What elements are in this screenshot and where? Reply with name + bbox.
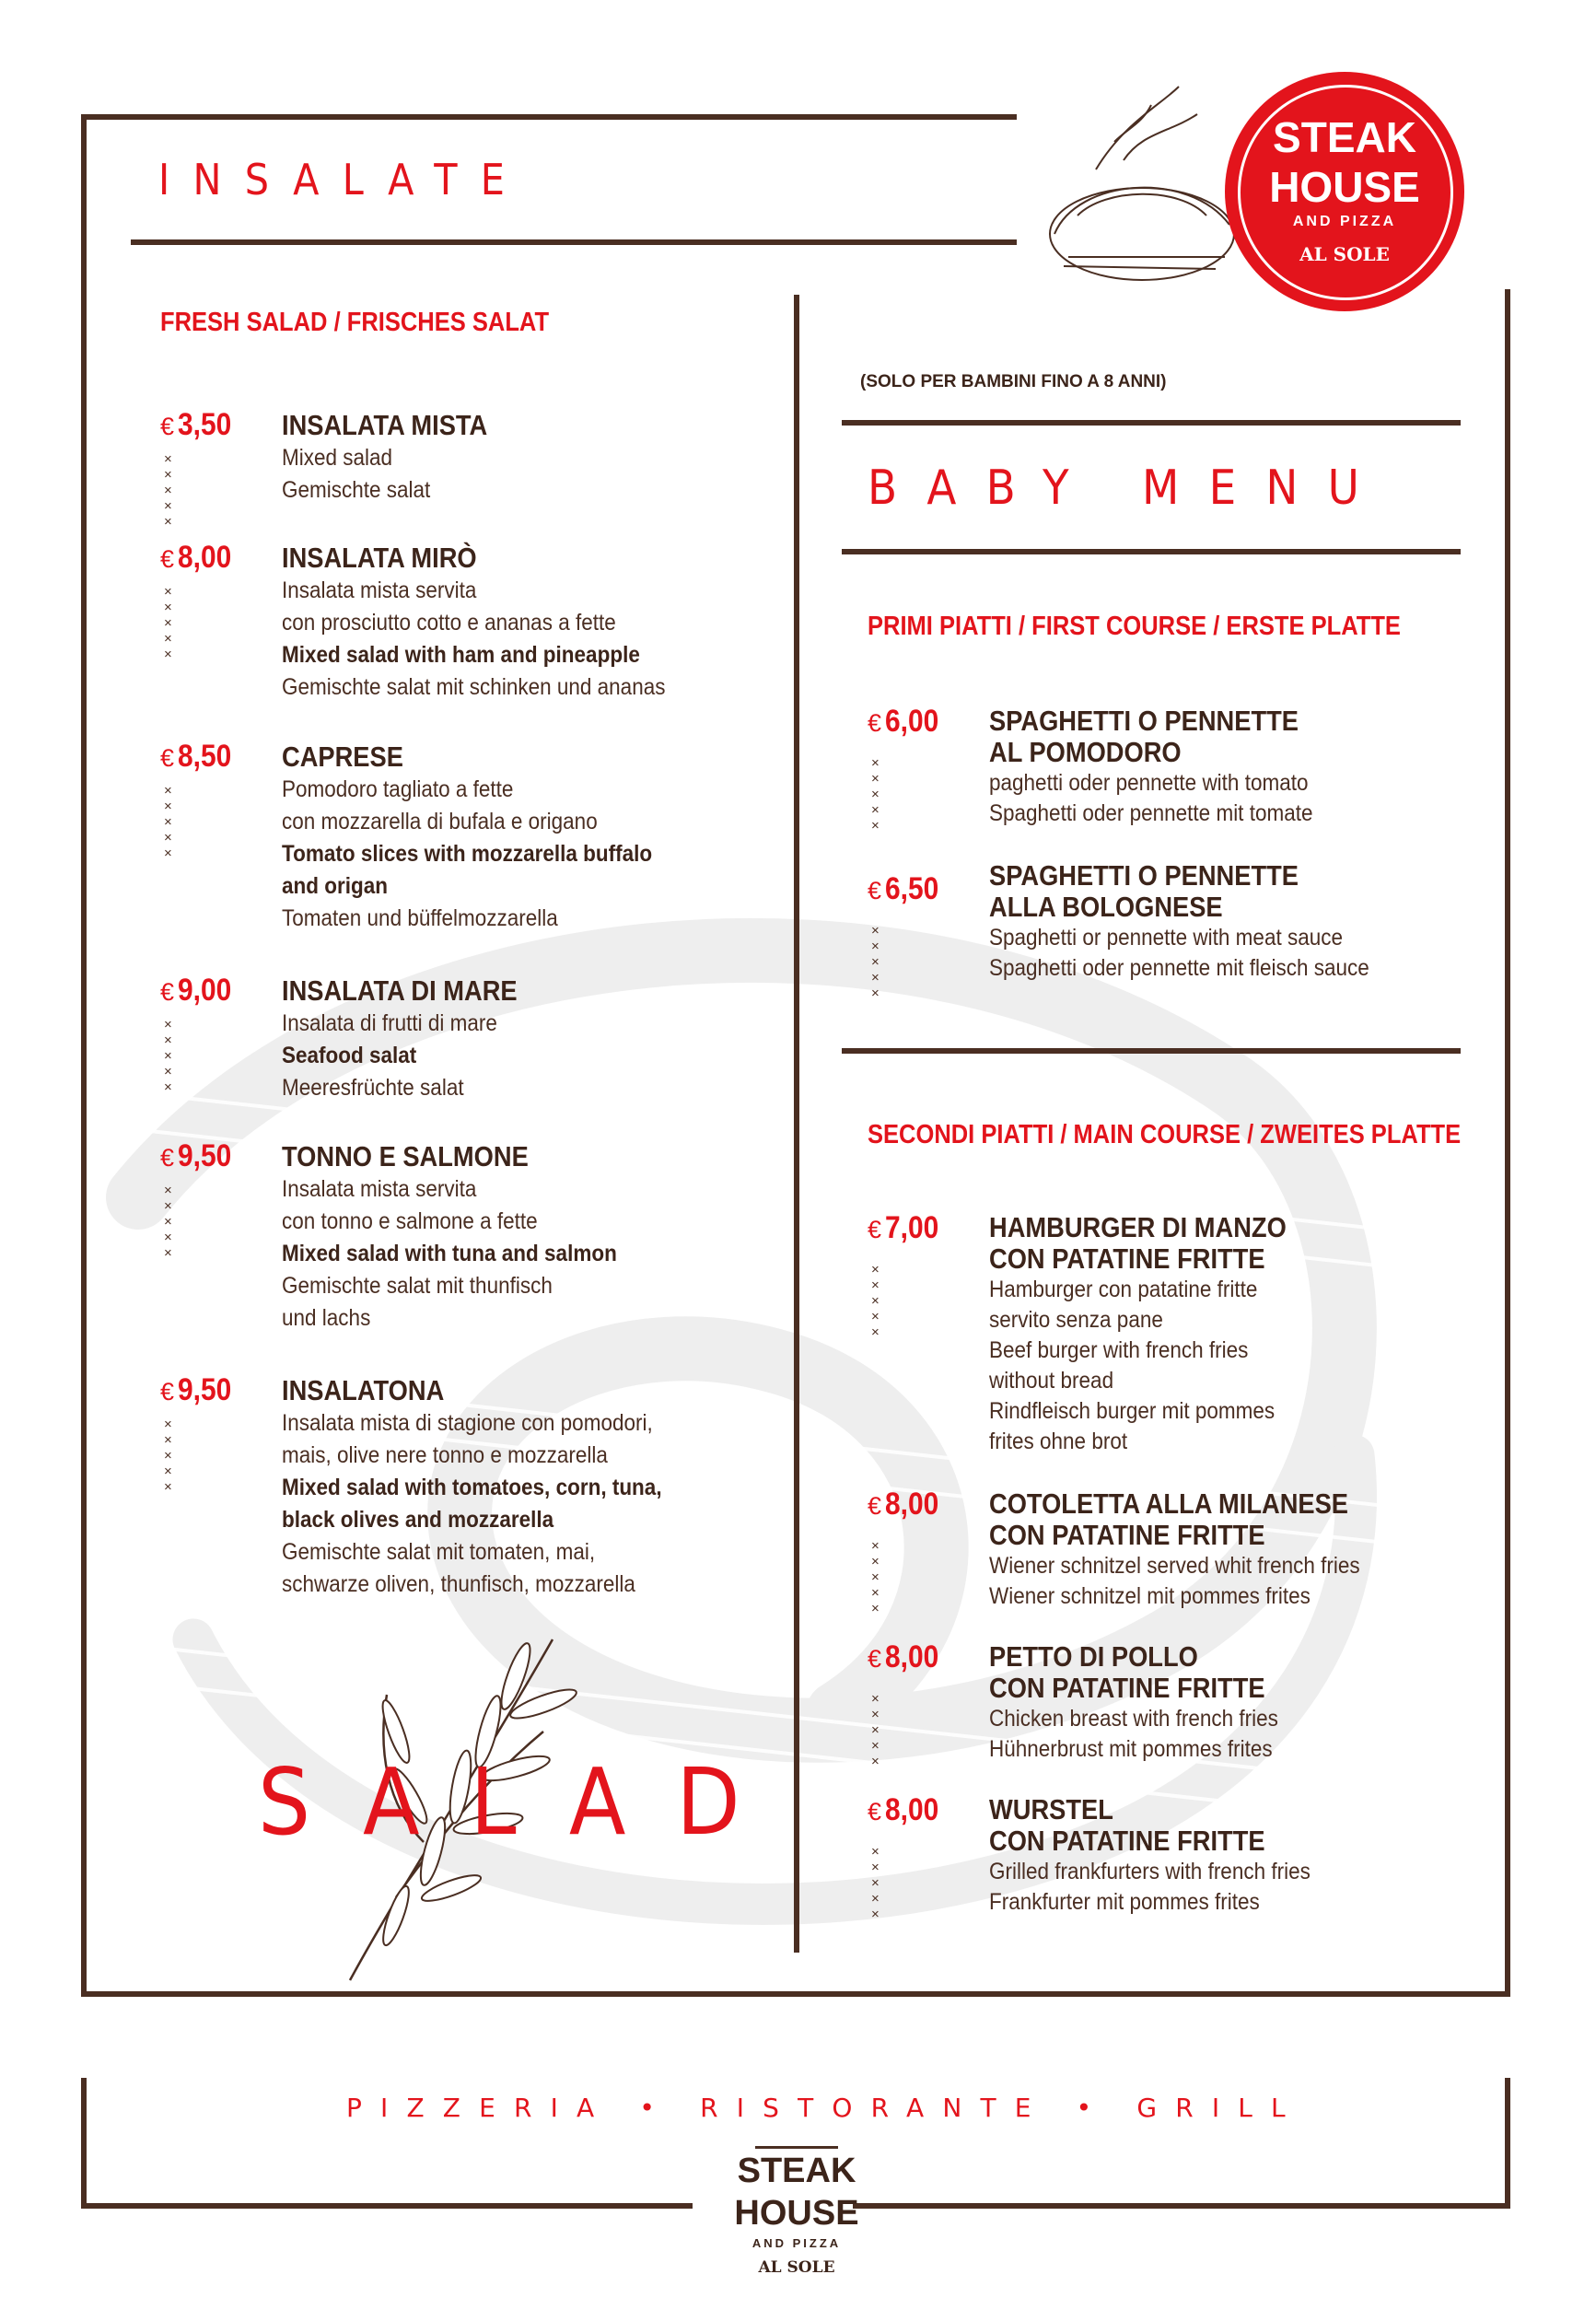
item-price: € 8,50	[160, 739, 232, 774]
item-desc: mais, olive nere tonno e mozzarella	[282, 1442, 608, 1468]
item-name-line2: CON PATATINE FRITTE	[989, 1242, 1265, 1275]
item-name-line2: AL POMODORO	[989, 736, 1182, 768]
frame-bottom-line	[81, 1991, 1510, 1997]
item-desc: and origan	[282, 873, 389, 899]
item-desc: con mozzarella di bufala e origano	[282, 809, 598, 834]
item-marks: × × × × ×	[164, 584, 179, 662]
item-name: CAPRESE	[282, 741, 403, 773]
item-desc: Seafood salat	[282, 1043, 417, 1068]
item-marks: × × × × ×	[871, 923, 886, 1001]
item-name-line2: ALLA BOLOGNESE	[989, 891, 1223, 923]
item-marks: × × × × ×	[164, 451, 179, 530]
item-desc: Tomaten und büffelmozzarella	[282, 905, 558, 931]
item-desc: Spaghetti or pennette with meat sauce	[989, 925, 1344, 951]
item-desc: Pomodoro tagliato a fette	[282, 776, 514, 802]
item-desc: Hühnerbrust mit pommes frites	[989, 1736, 1273, 1762]
fresh-salad-category: FRESH SALAD / FRISCHES SALAT	[160, 308, 550, 337]
footer-logo-line-al-sole: AL SOLE	[758, 2258, 835, 2277]
item-desc: Insalata mista di stagione con pomodori,	[282, 1410, 653, 1436]
item-desc: Tomato slices with mozzarella buffalo	[282, 841, 653, 867]
item-price: € 7,00	[868, 1210, 939, 1245]
item-name: COTOLETTA ALLA MILANESE	[989, 1487, 1348, 1520]
item-desc: Mixed salad with tomatoes, corn, tuna,	[282, 1475, 662, 1500]
item-name: TONNO E SALMONE	[282, 1140, 529, 1172]
bread-illustration	[1041, 77, 1243, 298]
item-marks: × × × × ×	[164, 1017, 179, 1095]
salad-decor-word: SALAD	[258, 1748, 791, 1856]
course-divider-line	[842, 1048, 1461, 1054]
item-desc: Grilled frankfurters with french fries	[989, 1859, 1311, 1884]
item-desc: Gemischte salat mit tomaten, mai,	[282, 1539, 596, 1565]
item-name: INSALATA DI MARE	[282, 974, 518, 1007]
item-name: SPAGHETTI O PENNETTE	[989, 705, 1299, 737]
logo-line-and-pizza: AND PIZZA	[1292, 214, 1397, 229]
steak-house-logo	[1225, 72, 1464, 311]
item-desc: schwarze oliven, thunfisch, mozzarella	[282, 1571, 635, 1597]
item-desc: Spaghetti oder pennette mit fleisch sauce	[989, 955, 1369, 981]
item-desc: con tonno e salmone a fette	[282, 1208, 538, 1234]
item-desc: Gemischte salat mit schinken und ananas	[282, 674, 666, 700]
footer-logo	[728, 2142, 866, 2308]
footer-logo-bar	[755, 2146, 838, 2149]
item-price: € 8,00	[868, 1639, 939, 1674]
footer-logo-line-steak: STEAK	[737, 2152, 856, 2190]
item-marks: × × × × ×	[871, 755, 886, 834]
item-desc: und lachs	[282, 1305, 371, 1331]
item-marks: × × × × ×	[871, 1538, 886, 1616]
item-price: € 6,00	[868, 704, 939, 739]
logo-line-house: HOUSE	[1269, 163, 1420, 211]
item-price: € 6,50	[868, 871, 939, 906]
item-desc: Mixed salad	[282, 445, 393, 471]
item-desc: Wiener schnitzel mit pommes frites	[989, 1583, 1311, 1609]
item-desc: frites ohne brot	[989, 1429, 1128, 1454]
item-price: € 9,50	[160, 1372, 232, 1407]
item-price: € 8,00	[868, 1792, 939, 1827]
item-name: PETTO DI POLLO	[989, 1640, 1198, 1673]
item-desc: con prosciutto cotto e ananas a fette	[282, 610, 616, 636]
item-price: € 8,00	[868, 1487, 939, 1522]
footer-left-bracket	[81, 2078, 87, 2209]
item-desc: paghetti oder pennette with tomato	[989, 770, 1309, 796]
footer-bottom-line-left	[81, 2203, 693, 2209]
logo-line-steak: STEAK	[1273, 113, 1416, 161]
item-name: INSALATONA	[282, 1374, 445, 1406]
item-desc: black olives and mozzarella	[282, 1507, 554, 1533]
item-marks: × × × × ×	[871, 1262, 886, 1340]
footer-logo-line-house: HOUSE	[734, 2194, 859, 2233]
item-price: € 9,50	[160, 1138, 232, 1173]
item-desc: Insalata mista servita	[282, 1176, 477, 1202]
item-desc: Gemischte salat	[282, 477, 431, 503]
item-marks: × × × × ×	[164, 783, 179, 861]
item-marks: × × × × ×	[871, 1691, 886, 1769]
baby-menu-title: BABY MENU	[868, 461, 1390, 516]
item-name: INSALATA MIRÒ	[282, 542, 477, 574]
baby-menu-bottom-line	[842, 549, 1461, 554]
baby-menu-top-line	[842, 420, 1461, 426]
item-marks: × × × × ×	[164, 1417, 179, 1495]
item-marks: × × × × ×	[164, 1183, 179, 1261]
item-desc: Chicken breast with french fries	[989, 1706, 1278, 1732]
item-name: SPAGHETTI O PENNETTE	[989, 859, 1299, 892]
item-name: HAMBURGER DI MANZO	[989, 1211, 1287, 1243]
item-desc: Spaghetti oder pennette mit tomate	[989, 800, 1313, 826]
item-desc: Beef burger with french fries	[989, 1337, 1249, 1363]
item-price: € 8,00	[160, 540, 232, 575]
item-name: INSALATA MISTA	[282, 409, 488, 441]
item-name-line2: CON PATATINE FRITTE	[989, 1672, 1265, 1704]
item-desc: Insalata mista servita	[282, 577, 477, 603]
children-note: (SOLO PER BAMBINI FINO A 8 ANNI)	[860, 372, 1167, 391]
item-desc: servito senza pane	[989, 1307, 1163, 1333]
item-desc: Wiener schnitzel served whit french fries	[989, 1553, 1360, 1579]
first-course-category: PRIMI PIATTI / FIRST COURSE / ERSTE PLATTE	[868, 612, 1401, 641]
footer-right-bracket	[1505, 2078, 1510, 2209]
item-desc: Meeresfrüchte salat	[282, 1075, 464, 1101]
item-desc: without bread	[989, 1368, 1114, 1394]
frame-top-line	[81, 114, 1017, 120]
item-desc: Mixed salad with ham and pineapple	[282, 642, 640, 668]
column-divider	[794, 295, 799, 1953]
item-desc: Gemischte salat mit thunfisch	[282, 1273, 553, 1299]
item-price: € 3,50	[160, 407, 232, 442]
insalate-underline	[131, 239, 1017, 245]
insalate-title: INSALATE	[158, 155, 529, 204]
item-price: € 9,00	[160, 973, 232, 1008]
footer-tagline: PIZZERIA • RISTORANTE • GRILL	[346, 2093, 1304, 2123]
footer-logo-line-and-pizza: AND PIZZA	[751, 2236, 842, 2250]
item-marks: × × × × ×	[871, 1844, 886, 1922]
logo-line-al-sole: AL SOLE	[1299, 243, 1390, 265]
item-desc: Rindfleisch burger mit pommes	[989, 1398, 1276, 1424]
item-desc: Hamburger con patatine fritte	[989, 1277, 1258, 1302]
item-desc: Insalata di frutti di mare	[282, 1010, 497, 1036]
item-name-line2: CON PATATINE FRITTE	[989, 1825, 1265, 1857]
frame-left-line	[81, 114, 87, 1997]
item-name: WURSTEL	[989, 1793, 1113, 1825]
item-name-line2: CON PATATINE FRITTE	[989, 1519, 1265, 1551]
item-desc: Mixed salad with tuna and salmon	[282, 1241, 617, 1266]
footer-bottom-line-right	[853, 2203, 1510, 2209]
item-desc: Frankfurter mit pommes frites	[989, 1889, 1260, 1915]
frame-right-line	[1505, 289, 1510, 1997]
main-course-category: SECONDI PIATTI / MAIN COURSE / ZWEITES PLATTE	[868, 1120, 1462, 1149]
